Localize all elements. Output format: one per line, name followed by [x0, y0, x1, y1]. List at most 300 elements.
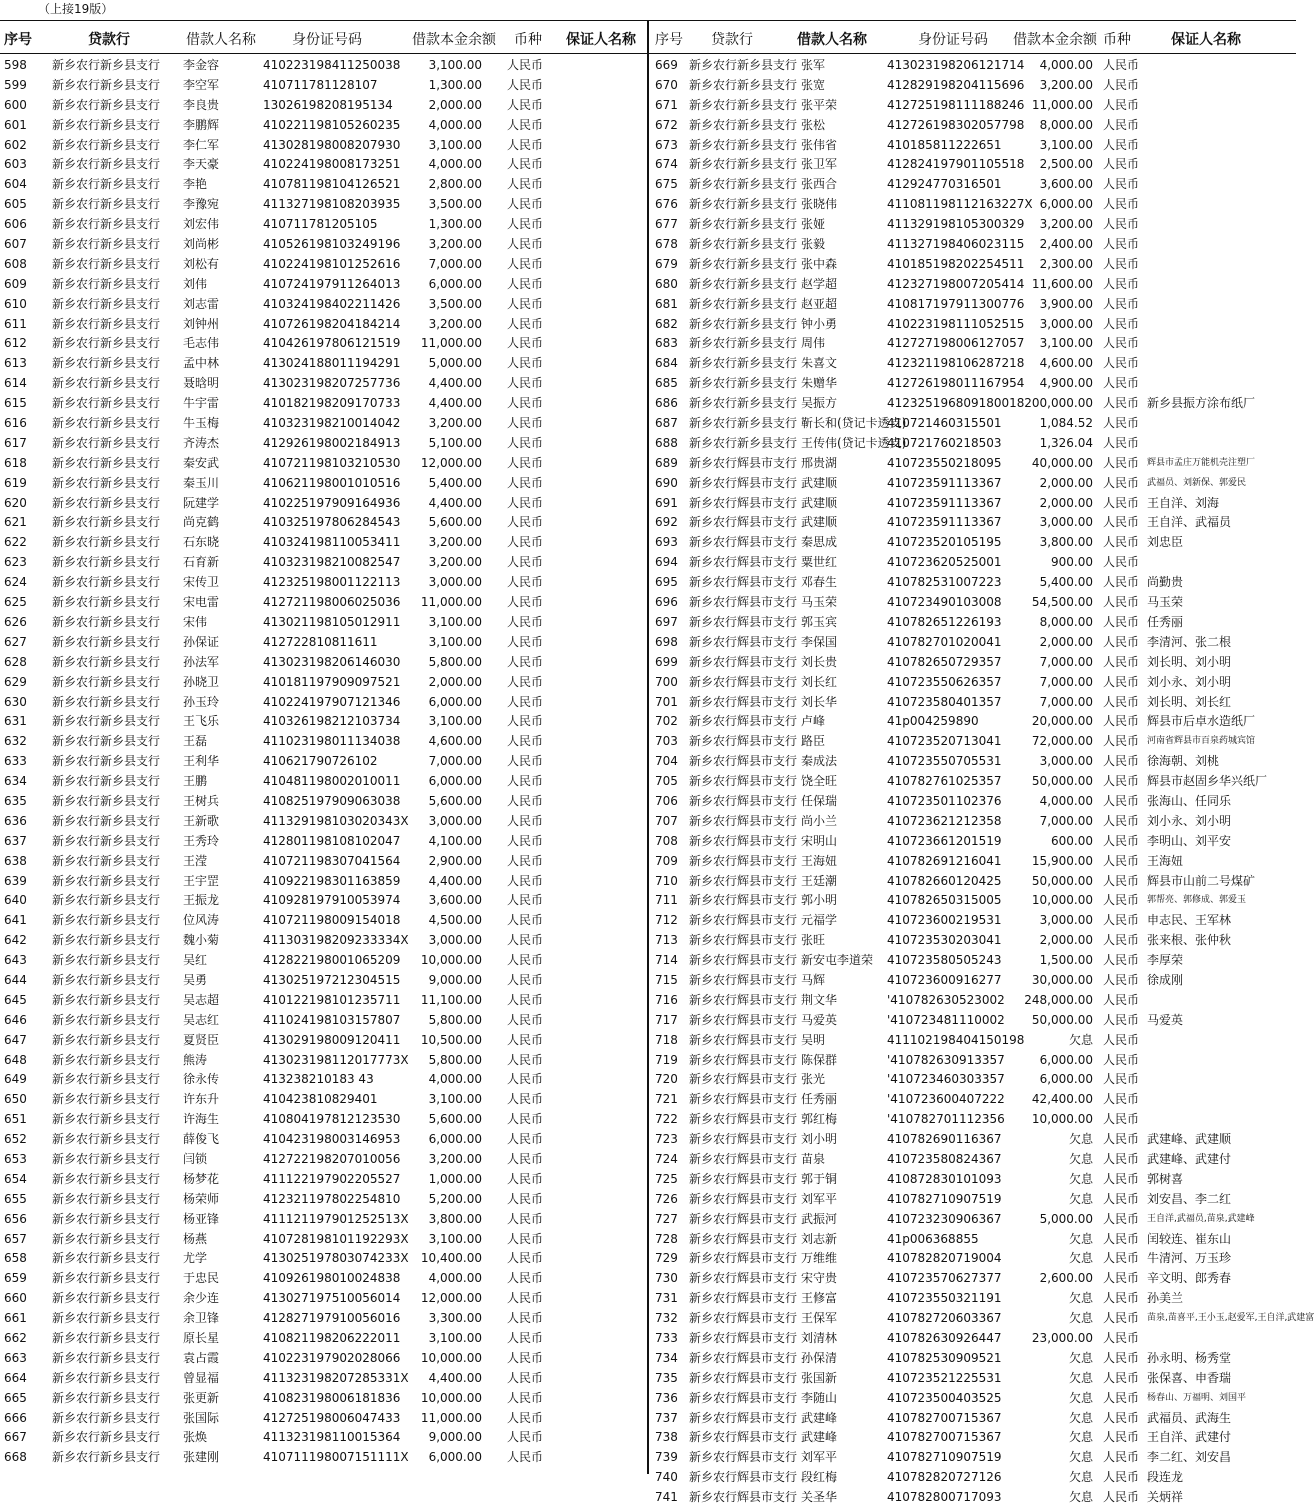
table-row [651, 1170, 1296, 1190]
borrower-cell: 吴志红 [183, 1012, 220, 1027]
seq-cell: 600 [4, 97, 27, 112]
currency-cell: 人民币 [1103, 1211, 1140, 1226]
borrower-cell: 王宇罡 [183, 873, 220, 888]
balance-cell: 8,000.00 [1039, 614, 1093, 629]
borrower-cell: 张军 [801, 58, 826, 72]
guarantor-cell: 牛清河、万玉珍 [1147, 1251, 1232, 1266]
borrower-cell: 尚克鹤 [183, 515, 220, 530]
table-row [651, 195, 1296, 215]
balance-cell: 3,100.00 [1039, 336, 1093, 351]
id-cell: 410782530909521 [887, 1350, 1002, 1365]
borrower-cell: 武建峰 [801, 1410, 838, 1425]
borrower-cell: 余卫锋 [183, 1311, 220, 1326]
table-row [0, 613, 644, 633]
borrower-cell: 吴勇 [183, 972, 208, 987]
guarantor-cell: 王自洋,武福员,苗泉,武建峰 [1147, 1213, 1255, 1224]
balance-cell: 1,300.00 [428, 77, 482, 92]
id-cell: 410782800717093 [887, 1490, 1002, 1505]
balance-cell: 4,500.00 [428, 913, 482, 928]
bank-cell: 新乡农行辉县市支行 [689, 1012, 798, 1027]
seq-cell: 729 [655, 1251, 678, 1266]
id-cell: 410782630926447 [887, 1331, 1002, 1345]
bank-cell: 新乡农行新乡县支行 [52, 953, 161, 968]
table-row [651, 155, 1296, 175]
borrower-cell: 邢贵湖 [801, 455, 838, 470]
guarantor-cell: 武建峰、武建顺 [1147, 1132, 1232, 1147]
currency-cell: 人民币 [1103, 1350, 1140, 1365]
borrower-cell: 许海生 [183, 1112, 220, 1127]
balance-cell: 600.00 [1051, 833, 1093, 848]
id-cell: 412325196809180018 [887, 396, 1025, 411]
borrower-cell: 孙保证 [183, 634, 220, 649]
currency-cell: 人民币 [1103, 1052, 1140, 1067]
table-row [651, 1309, 1314, 1329]
id-cell: 410326198212103734 [263, 714, 401, 729]
currency-cell: 人民币 [1103, 734, 1140, 749]
currency-cell: 人民币 [1103, 1092, 1140, 1107]
seq-cell: 718 [655, 1032, 678, 1047]
balance-cell: 10,000.00 [420, 1350, 482, 1365]
balance-cell: 7,000.00 [428, 754, 482, 769]
seq-cell: 683 [655, 336, 678, 351]
currency-cell: 人民币 [1103, 1490, 1140, 1505]
seq-cell: 708 [655, 833, 678, 848]
right-table-body [651, 56, 1314, 1508]
table-row [651, 872, 1296, 892]
id-cell: 410723600219531 [887, 913, 1002, 928]
borrower-cell: 赵学超 [801, 276, 838, 291]
table-row [651, 1011, 1296, 1031]
id-cell: 411023198011134038 [263, 734, 401, 749]
bank-cell: 新乡农行辉县市支行 [689, 1490, 798, 1505]
borrower-cell: 刘长红 [801, 674, 838, 689]
id-cell: 410185811222651 [887, 137, 1002, 152]
balance-cell: 3,500.00 [428, 296, 482, 311]
guarantor-cell: 刘小永、刘小明 [1147, 674, 1232, 689]
id-cell: 410711198007151111X [263, 1450, 409, 1465]
seq-cell: 723 [655, 1132, 678, 1147]
borrower-cell: 薛俊飞 [183, 1132, 220, 1147]
currency-cell: 人民币 [1103, 177, 1140, 192]
balance-cell: 欠息 [1068, 1291, 1093, 1306]
table-row [651, 852, 1296, 872]
bank-cell: 新乡农行新乡县支行 [689, 97, 798, 112]
bank-cell: 新乡农行辉县市支行 [689, 1390, 798, 1405]
balance-cell: 2,800.00 [428, 177, 482, 192]
currency-cell: 人民币 [1103, 1132, 1140, 1147]
seq-cell: 698 [655, 634, 678, 649]
bank-cell: 新乡农行新乡县支行 [52, 813, 161, 828]
balance-cell: 3,200.00 [428, 1151, 482, 1166]
currency-cell: 人民币 [507, 774, 544, 789]
balance-cell: 3,100.00 [428, 634, 482, 649]
currency-cell: 人民币 [507, 197, 544, 212]
bank-cell: 新乡农行新乡县支行 [689, 376, 798, 391]
borrower-cell: 武建峰 [801, 1430, 838, 1445]
seq-cell: 666 [4, 1410, 27, 1425]
borrower-cell: 周伟 [801, 336, 826, 351]
bank-cell: 新乡农行新乡县支行 [52, 654, 161, 669]
bank-cell: 新乡农行新乡县支行 [52, 1092, 161, 1107]
guarantor-cell: 段连龙 [1147, 1470, 1184, 1485]
balance-cell: 11,100.00 [420, 992, 482, 1007]
seq-cell: 632 [4, 734, 27, 749]
currency-cell: 人民币 [1103, 435, 1140, 450]
bank-cell: 新乡农行新乡县支行 [52, 1430, 161, 1445]
borrower-cell: 孙法军 [183, 654, 220, 669]
bank-cell: 新乡农行辉县市支行 [689, 674, 798, 689]
id-cell: 13026198208195134 [263, 97, 393, 112]
balance-cell: 3,100.00 [428, 714, 482, 729]
borrower-cell: 张中森 [801, 256, 838, 271]
id-cell: 410782820719004 [887, 1251, 1002, 1266]
seq-cell: 612 [4, 336, 27, 351]
bank-cell: 新乡农行新乡县支行 [689, 276, 798, 291]
borrower-cell: 吴志超 [183, 992, 220, 1007]
id-cell: 410323198210014042 [263, 416, 401, 431]
seq-cell: 667 [4, 1430, 27, 1445]
seq-cell: 673 [655, 137, 678, 152]
currency-cell: 人民币 [1103, 1012, 1140, 1027]
table-row [0, 513, 644, 533]
id-cell: 410721198009154018 [263, 913, 401, 928]
balance-cell: 6,000.00 [428, 774, 482, 789]
balance-cell: 欠息 [1068, 1450, 1093, 1465]
table-row [651, 116, 1296, 136]
currency-cell: 人民币 [1103, 97, 1140, 112]
seq-cell: 724 [655, 1151, 678, 1166]
currency-cell: 人民币 [1103, 1032, 1140, 1047]
currency-cell: 人民币 [1103, 754, 1140, 769]
borrower-cell: 马爱英 [801, 1012, 838, 1027]
borrower-cell: 刘志雷 [183, 296, 220, 311]
id-cell: 410922198301163859 [263, 873, 401, 888]
bank-cell: 新乡农行新乡县支行 [52, 1012, 161, 1027]
balance-cell: 3,000.00 [428, 813, 482, 828]
balance-cell: 50,000.00 [1031, 774, 1093, 789]
seq-cell: 641 [4, 913, 27, 928]
id-cell: 410782710907519 [887, 1450, 1002, 1465]
borrower-cell: 荆文华 [801, 992, 838, 1007]
borrower-cell: 张焕 [183, 1430, 208, 1445]
currency-cell: 人民币 [1103, 1331, 1140, 1345]
borrower-cell: 张娅 [801, 217, 826, 232]
bank-cell: 新乡农行新乡县支行 [52, 276, 161, 291]
borrower-cell: 赵亚超 [801, 296, 838, 311]
bank-cell: 新乡农行新乡县支行 [52, 1350, 161, 1365]
id-cell: 410723230906367 [887, 1211, 1002, 1226]
borrower-cell: 杨荣师 [183, 1191, 220, 1206]
currency-cell: 人民币 [507, 1450, 544, 1465]
id-cell: 410324198402211426 [263, 296, 401, 311]
bank-cell: 新乡农行新乡县支行 [52, 1370, 161, 1385]
table-row [0, 1210, 644, 1230]
seq-cell: 627 [4, 634, 27, 649]
id-cell: 410928197910053974 [263, 893, 401, 908]
bank-cell: 新乡农行新乡县支行 [689, 117, 798, 132]
bank-cell: 新乡农行辉县市支行 [689, 1430, 798, 1445]
id-cell: 410621790726102 [263, 754, 378, 769]
table-row [0, 832, 644, 852]
currency-cell: 人民币 [507, 58, 544, 72]
table-row [0, 1309, 644, 1329]
currency-cell: 人民币 [1103, 972, 1140, 987]
balance-cell: 4,000.00 [428, 117, 482, 132]
table-row [651, 633, 1296, 653]
currency-cell: 人民币 [507, 634, 544, 649]
id-cell: 410723580824367 [887, 1151, 1002, 1166]
borrower-cell: 卢峰 [801, 714, 826, 729]
balance-cell: 5,000.00 [1039, 1211, 1093, 1226]
balance-cell: 2,600.00 [1039, 1271, 1093, 1286]
bank-cell: 新乡农行辉县市支行 [689, 1311, 798, 1326]
balance-cell: 11,000.00 [420, 595, 482, 610]
column-divider [647, 20, 649, 1474]
id-cell: 410325197806284543 [263, 515, 401, 530]
header-seq: 序号 [4, 32, 32, 48]
balance-cell: 4,000.00 [1039, 58, 1093, 72]
id-cell: 410782700715367 [887, 1430, 1002, 1445]
id-cell: 413023198112017773X [263, 1052, 409, 1067]
balance-cell: 2,000.00 [1039, 475, 1093, 490]
bank-cell: 新乡农行新乡县支行 [689, 197, 798, 212]
currency-cell: 人民币 [1103, 416, 1140, 431]
seq-cell: 604 [4, 177, 27, 192]
borrower-cell: 武建顺 [801, 515, 838, 530]
seq-cell: 678 [655, 237, 678, 252]
balance-cell: 3,200.00 [428, 555, 482, 570]
table-row [651, 56, 1296, 76]
id-cell: 410723621212358 [887, 813, 1002, 828]
borrower-cell: 尤学 [183, 1251, 208, 1266]
table-row [651, 1210, 1296, 1230]
table-row [0, 374, 644, 394]
seq-cell: 659 [4, 1271, 27, 1286]
seq-cell: 613 [4, 356, 27, 371]
seq-cell: 713 [655, 933, 678, 948]
id-cell: 410782710907519 [887, 1191, 1002, 1206]
id-cell: 410481198002010011 [263, 774, 401, 789]
table-row [0, 852, 644, 872]
balance-cell: 1,326.04 [1039, 435, 1093, 450]
balance-cell: 欠息 [1068, 1032, 1093, 1047]
currency-cell: 人民币 [507, 1112, 544, 1127]
balance-cell: 3,600.00 [428, 893, 482, 908]
borrower-cell: 朱赠华 [801, 376, 838, 391]
table-row [651, 931, 1296, 951]
guarantor-cell: 王自洋、刘海 [1147, 495, 1220, 510]
guarantor-cell: 任秀丽 [1147, 614, 1184, 629]
borrower-cell: 宋伟 [183, 614, 208, 629]
currency-cell: 人民币 [1103, 1410, 1140, 1425]
table-row [0, 931, 644, 951]
currency-cell: 人民币 [507, 595, 544, 610]
seq-cell: 710 [655, 873, 678, 888]
table-row [0, 1448, 644, 1468]
bank-cell: 新乡农行新乡县支行 [52, 217, 161, 232]
seq-cell: 703 [655, 734, 678, 749]
table-row [651, 295, 1296, 315]
seq-cell: 737 [655, 1410, 678, 1425]
id-cell: 412829198204115696 [887, 77, 1025, 92]
balance-cell: 3,200.00 [1039, 217, 1093, 232]
guarantor-cell: 武建峰、武建付 [1147, 1151, 1232, 1166]
guarantor-cell: 王自洋、武建付 [1147, 1430, 1232, 1445]
seq-cell: 645 [4, 992, 27, 1007]
borrower-cell: 宋电雷 [183, 595, 220, 610]
table-row [651, 1190, 1296, 1210]
balance-cell: 3,300.00 [428, 1311, 482, 1326]
currency-cell: 人民币 [507, 117, 544, 132]
seq-cell: 688 [655, 435, 678, 450]
id-cell: 413027197510056014 [263, 1291, 401, 1306]
borrower-cell: 张松 [801, 117, 826, 132]
bank-cell: 新乡农行新乡县支行 [52, 555, 161, 570]
currency-cell: 人民币 [1103, 873, 1140, 888]
id-cell: 41p006368855 [887, 1231, 979, 1246]
bank-cell: 新乡农行辉县市支行 [689, 1072, 798, 1087]
table-row [651, 1289, 1296, 1309]
seq-cell: 699 [655, 654, 678, 669]
id-cell: 411081198112163227X [887, 197, 1033, 212]
id-cell: 412824197901105518 [887, 157, 1025, 172]
guarantor-cell: 尚勤贵 [1147, 575, 1184, 590]
bank-cell: 新乡农行辉县市支行 [689, 614, 798, 629]
table-row [651, 1070, 1296, 1090]
balance-cell: 6,000.00 [428, 694, 482, 709]
table-row [651, 732, 1296, 752]
seq-cell: 687 [655, 416, 678, 431]
currency-cell: 人民币 [1103, 1251, 1140, 1266]
seq-cell: 735 [655, 1370, 678, 1385]
seq-cell: 726 [655, 1191, 678, 1206]
currency-cell: 人民币 [1103, 595, 1140, 610]
table-row [651, 394, 1296, 414]
seq-cell: 626 [4, 614, 27, 629]
id-cell: 410621198001010516 [263, 475, 401, 490]
borrower-cell: 李金容 [183, 58, 220, 72]
table-row [0, 136, 644, 156]
table-row [0, 673, 644, 693]
guarantor-cell: 徐成刚 [1147, 972, 1184, 987]
balance-cell: 5,600.00 [428, 515, 482, 530]
seq-cell: 684 [655, 356, 678, 371]
borrower-cell: 关圣华 [801, 1490, 838, 1505]
currency-cell: 人民币 [507, 217, 544, 232]
borrower-cell: 石育新 [183, 555, 220, 570]
guarantor-cell: 河南省辉县市百泉药城宾馆 [1147, 736, 1256, 747]
seq-cell: 672 [655, 117, 678, 132]
table-row [0, 772, 644, 792]
balance-cell: 3,100.00 [428, 1331, 482, 1345]
seq-cell: 707 [655, 813, 678, 828]
balance-cell: 欠息 [1068, 1470, 1093, 1485]
balance-cell: 欠息 [1068, 1132, 1093, 1147]
balance-cell: 4,000.00 [1039, 793, 1093, 808]
seq-cell: 716 [655, 992, 678, 1007]
currency-cell: 人民币 [507, 137, 544, 152]
borrower-cell: 徐永传 [183, 1072, 220, 1087]
table-row [651, 533, 1296, 553]
bank-cell: 新乡农行新乡县支行 [52, 992, 161, 1007]
guarantor-cell: 张来根、张仲秋 [1147, 933, 1232, 948]
id-cell: 410723521225531 [887, 1370, 1002, 1385]
seq-cell: 650 [4, 1092, 27, 1107]
borrower-cell: 吴红 [183, 953, 208, 968]
bank-cell: 新乡农行新乡县支行 [52, 1331, 161, 1345]
bank-cell: 新乡农行新乡县支行 [52, 1132, 161, 1147]
borrower-cell: 石东晓 [183, 535, 220, 550]
id-cell: 410723550218095 [887, 455, 1002, 470]
currency-cell: 人民币 [507, 614, 544, 629]
balance-cell: 3,100.00 [1039, 137, 1093, 152]
borrower-cell: 熊涛 [183, 1052, 208, 1067]
table-row [0, 354, 644, 374]
borrower-cell: 段红梅 [801, 1470, 838, 1485]
currency-cell: 人民币 [507, 793, 544, 808]
id-cell: 410782700715367 [887, 1410, 1002, 1425]
currency-cell: 人民币 [507, 992, 544, 1007]
id-cell: 410723591113367 [887, 495, 1002, 510]
bank-cell: 新乡农行辉县市支行 [689, 1231, 798, 1246]
bank-cell: 新乡农行新乡县支行 [689, 356, 798, 371]
currency-cell: 人民币 [507, 356, 544, 371]
balance-cell: 3,100.00 [428, 1231, 482, 1246]
currency-cell: 人民币 [507, 1291, 544, 1306]
table-row [0, 1230, 644, 1250]
balance-cell: 欠息 [1068, 1231, 1093, 1246]
currency-cell: 人民币 [1103, 256, 1140, 271]
currency-cell: 人民币 [1103, 1271, 1140, 1286]
borrower-cell: 魏小菊 [183, 933, 220, 948]
id-cell: 410711781205105 [263, 217, 378, 232]
bank-cell: 新乡农行辉县市支行 [689, 654, 798, 669]
balance-cell: 900.00 [1051, 555, 1093, 570]
header-bank: 贷款行 [711, 32, 753, 48]
balance-cell: 欠息 [1068, 1151, 1093, 1166]
id-cell: 410224198008173251 [263, 157, 401, 172]
currency-cell: 人民币 [1103, 157, 1140, 172]
id-cell: 412327198007205414 [887, 276, 1025, 291]
table-row [651, 275, 1296, 295]
seq-cell: 712 [655, 913, 678, 928]
currency-cell: 人民币 [1103, 1231, 1140, 1246]
borrower-cell: 王秀玲 [183, 833, 220, 848]
seq-cell: 714 [655, 953, 678, 968]
seq-cell: 692 [655, 515, 678, 530]
id-cell: 411327198108203935 [263, 197, 401, 212]
table-row [651, 812, 1296, 832]
seq-cell: 653 [4, 1151, 27, 1166]
table-row [651, 1269, 1296, 1289]
currency-cell: 人民币 [507, 972, 544, 987]
id-cell: 410181197909097521 [263, 674, 401, 689]
id-cell: 413029198009120411 [263, 1032, 401, 1047]
bank-cell: 新乡农行辉县市支行 [689, 972, 798, 987]
currency-cell: 人民币 [507, 1390, 544, 1405]
id-cell: 412725198111188246 [887, 97, 1025, 112]
bank-cell: 新乡农行辉县市支行 [689, 1112, 798, 1127]
balance-cell: 3,100.00 [428, 58, 482, 72]
balance-cell: 5,600.00 [428, 793, 482, 808]
borrower-cell: 张旺 [801, 933, 826, 948]
balance-cell: 30,000.00 [1031, 972, 1093, 987]
balance-cell: 4,400.00 [428, 396, 482, 411]
id-cell: 410724197911264013 [263, 276, 401, 291]
table-row [0, 752, 644, 772]
bank-cell: 新乡农行新乡县支行 [52, 972, 161, 987]
borrower-cell: 王磊 [183, 734, 208, 749]
